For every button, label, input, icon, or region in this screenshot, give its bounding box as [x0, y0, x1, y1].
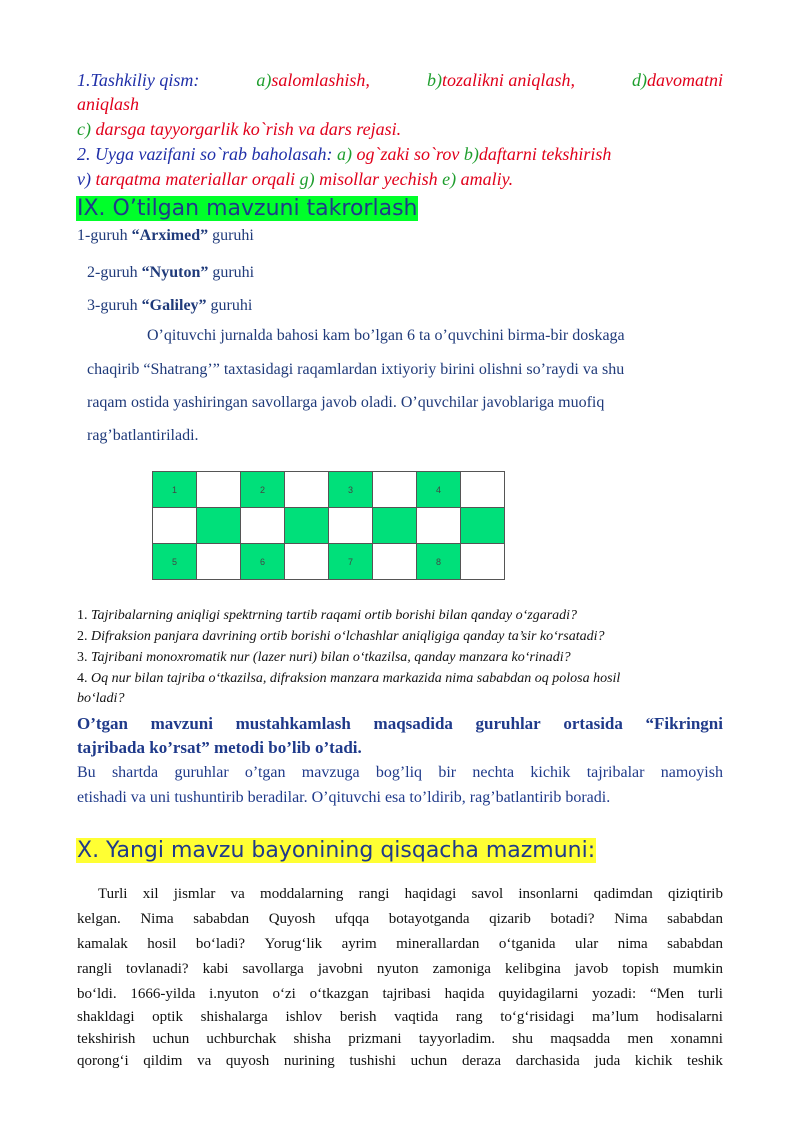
section-10-line: bo‘ldi. 1666-yilda i.nyuton o‘zi o‘tkazgan tajribasi haqida quyidagilarni yozadi: “Men turli	[77, 986, 723, 1002]
board-cell	[417, 508, 461, 544]
organization-heading: 1.Tashkiliy qism:	[77, 70, 200, 90]
board-cell	[241, 508, 285, 544]
board-cell-6: 6	[241, 544, 285, 580]
section-10-line: kamalak hosil bo‘ladi? Yorug‘lik ayrim minerallardan o‘tganida ular nima sababdan	[77, 936, 723, 952]
board-cell	[285, 472, 329, 508]
board-cell	[197, 472, 241, 508]
paragraph-line: chaqirib “Shatrang’” taxtasidagi raqamlardan ixtiyoriy birini olishni so’raydi va shu	[87, 361, 625, 378]
board-cell	[373, 472, 417, 508]
item-d-continuation: aniqlash	[77, 94, 140, 114]
board-cell	[285, 508, 329, 544]
question-4: 4. Oq nur bilan tajriba o‘tkazilsa, difraksion manzara markazida nima sababdan oq polosa hosil	[77, 671, 621, 686]
homework-line: 2. Uyga vazifani so`rab baholasah: a) og`zaki so`rov b)daftarni tekshirish	[77, 144, 612, 164]
shatrang-board	[152, 471, 505, 580]
method-line-1: O’tgan mavzuni mustahkamlash maqsadida guruhlar ortasida “Fikringni	[77, 714, 723, 733]
homework-line-2: v) tarqatma materiallar orqali g) misollar yechish e) amaliy.	[77, 169, 514, 189]
board-cell-8: 8	[417, 544, 461, 580]
method-description-2: etishadi va uni tushuntirib beradilar. O’qituvchi esa to’ldirib, rag’batlantirib boradi.	[77, 789, 611, 806]
board-cell	[373, 544, 417, 580]
question-3: 3. Tajribani monoxromatik nur (lazer nuri) bilan o‘tkazilsa, qanday manzara ko‘rinadi?	[77, 650, 571, 665]
organization-line-2: c) darsga tayyorgarlik ko`rish va dars rejasi.	[77, 119, 402, 139]
paragraph-line: rag’batlantiriladi.	[87, 427, 199, 444]
board-cell-3: 3	[329, 472, 373, 508]
section-10-line: qorong‘i qildim va quyosh nurining tushishi uchun deraza darchasida juda kichik teshik	[77, 1053, 723, 1069]
section-10-line: Turli xil jismlar va moddalarning rangi haqidagi savol insonlarni qadimdan qiziqtirib	[98, 886, 723, 902]
board-row	[153, 508, 505, 544]
item-a: a)salomlashish,	[256, 70, 370, 90]
board-cell	[153, 508, 197, 544]
section-10-line: kelgan. Nima sababdan Quyosh ufqqa botayotganda qizarib botadi? Nima sababdan	[77, 911, 723, 927]
question-2: 2. Difraksion panjara davrining ortib borishi o‘lchashlar aniqligiga qanday ta’sir ko‘rsatadi?	[77, 629, 605, 644]
item-b: b)tozalikni aniqlash,	[426, 70, 575, 90]
paragraph-line: O’qituvchi jurnalda bahosi kam bo’lgan 6 ta o’quvchini birma-bir doskaga	[147, 327, 625, 344]
question-1: 1. Tajribalarning aniqligi spektrning tartib raqami ortib borishi bilan qanday o‘zgaradi?	[77, 608, 578, 623]
board-cell	[461, 508, 505, 544]
board-cell-4: 4	[417, 472, 461, 508]
board-cell	[197, 508, 241, 544]
section-10-line: shakldagi optik shishalarga ishlov berish vaqtida rang to‘g‘risidagi ma’lum hodisalarni	[77, 1009, 723, 1025]
board-cell	[461, 472, 505, 508]
question-4-continuation: bo‘ladi?	[77, 691, 125, 706]
board-row	[153, 544, 505, 580]
board-cell	[373, 508, 417, 544]
group-2: 2-guruh “Nyuton” guruhi	[87, 264, 255, 281]
board-cell	[197, 544, 241, 580]
section-10-heading: X. Yangi mavzu bayonining qisqacha mazmuni:	[77, 838, 596, 863]
section-9-heading: IX. O’tilgan mavzuni takrorlash	[77, 196, 418, 221]
paragraph-line: raqam ostida yashiringan savollarga javob oladi. O’quvchilar javoblariga muofiq	[87, 394, 605, 411]
board-cell	[461, 544, 505, 580]
organization-line-1	[77, 69, 723, 91]
section-10-line: rangli tovlanadi? kabi savollarga javobni nyuton zamoniga kelibgina javob topish mumkin	[77, 961, 723, 977]
method-line-2: tajribada ko’rsat” metodi bo’lib o’tadi.	[77, 738, 362, 757]
board-cell	[329, 508, 373, 544]
group-1: 1-guruh “Arximed” guruhi	[77, 227, 254, 244]
board-cell-7: 7	[329, 544, 373, 580]
board-cell	[285, 544, 329, 580]
item-d: d)davomatni	[631, 70, 723, 90]
board-row	[153, 472, 505, 508]
group-3: 3-guruh “Galiley” guruhi	[87, 297, 253, 314]
board-cell-1: 1	[153, 472, 197, 508]
method-description-1: Bu shartda guruhlar o’tgan mavzuga bog’liq bir nechta kichik tajribalar namoyish	[77, 764, 723, 781]
board-cell-2: 2	[241, 472, 285, 508]
board-cell-5: 5	[153, 544, 197, 580]
section-10-line: tekshirish uchun uchburchak shisha prizmani tayyorladim. shu maqsadda men xonamni	[77, 1031, 723, 1047]
